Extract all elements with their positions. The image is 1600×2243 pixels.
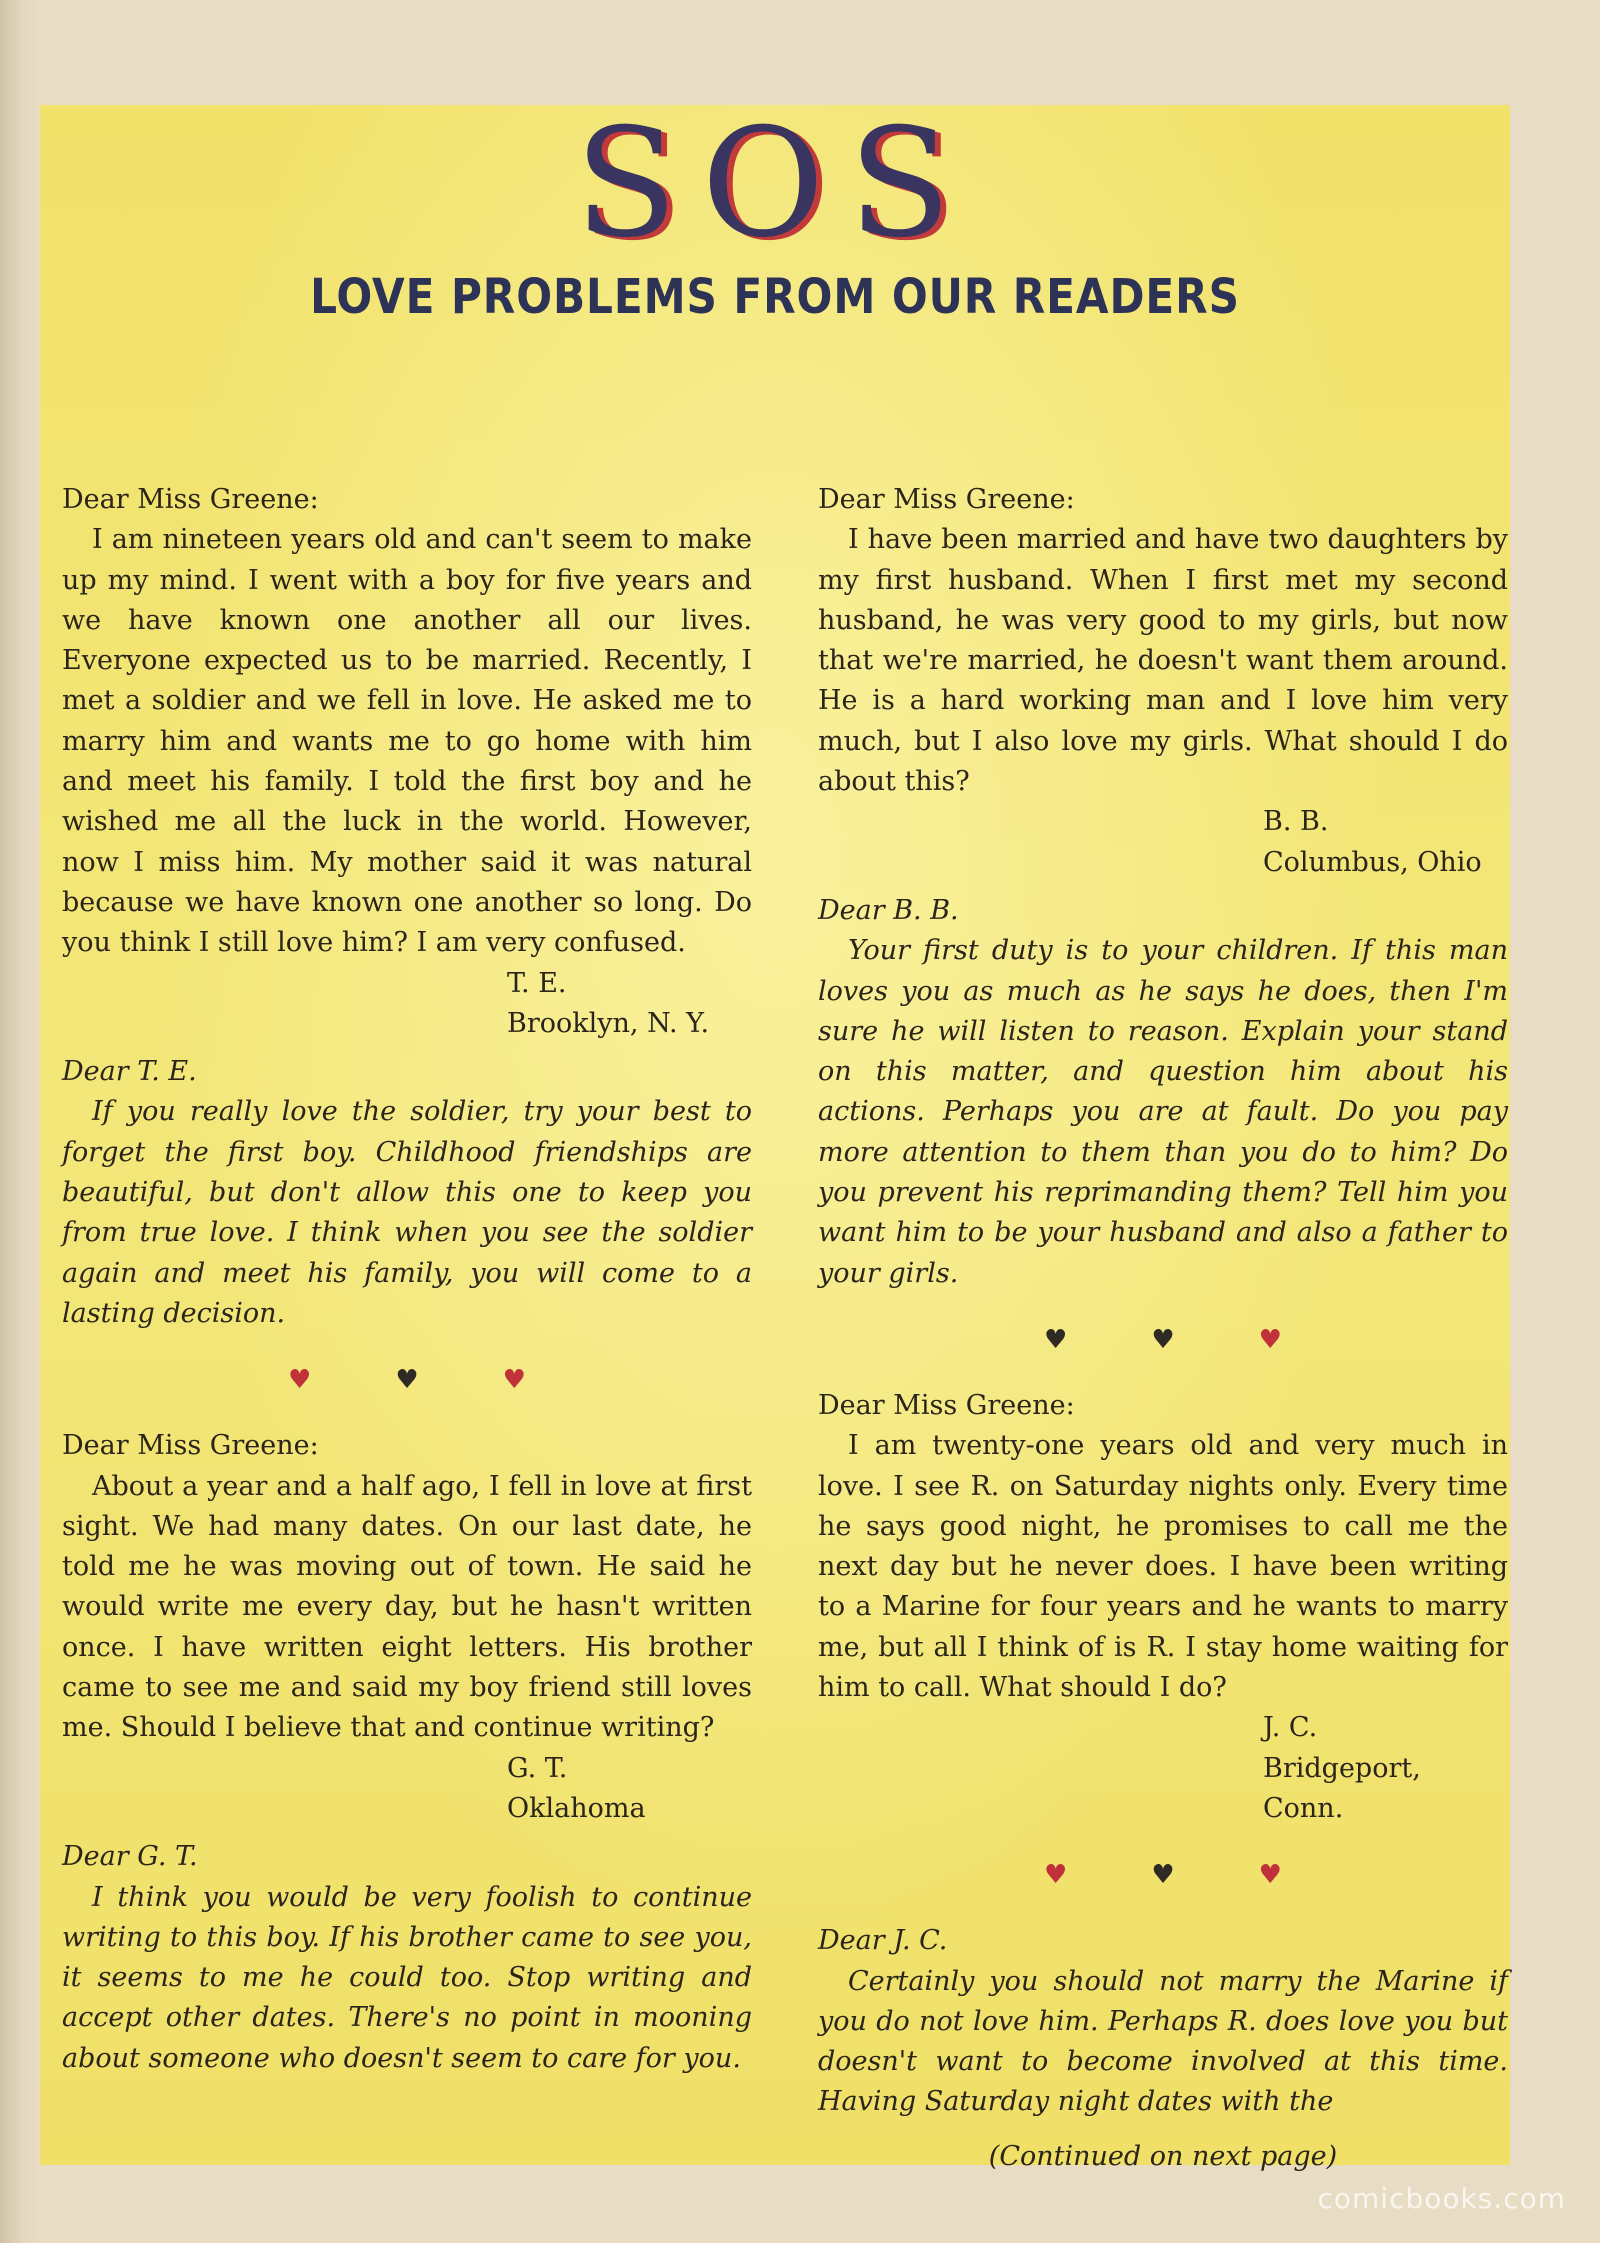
heart-divider bbox=[818, 1855, 1508, 1895]
left-column bbox=[62, 480, 752, 2079]
reply-salutation: Dear J. C. bbox=[818, 1925, 948, 1957]
heart-divider bbox=[62, 1360, 752, 1400]
page-subtitle: LOVE PROBLEMS FROM OUR READERS bbox=[310, 269, 1240, 325]
reply-body: Your first duty is to your children. If this man loves you as much as he says he does, then I'm sure he will listen to reason. Explain your stand on this matter, and question him about his actions. Perhaps you are at fault. Do you pay more attention to them than you do to him? Do you prevent his reprimanding them? Tell him you want him to be your husband and also a father to your girls. bbox=[818, 935, 1508, 1289]
letter-body: I have been married and have two daughters by my first husband. When I first met my second husband, he was very good to my girls, but now that we're married, he doesn't want them around. He is a hard working man and I love him very much, but I also love my girls. What should I do about this? bbox=[818, 524, 1508, 798]
masthead bbox=[40, 97, 1510, 325]
heart-icon: ♥ bbox=[395, 1365, 419, 1396]
letter-body: I am nineteen years old and can't seem to make up my mind. I went with a boy for five years and we have known one another all our lives. Everyone expected us to be married. Recently, I met a soldier and we fell in love. He asked me to marry him and wants me to go home with him and meet his family. I told the first boy and he wished me all the luck in the world. However, now I miss him. My mother said it was natural because we have known one another so long. Do you think I still love him? I am very confused. bbox=[62, 524, 752, 959]
heart-icon: ♥ bbox=[1044, 1860, 1068, 1891]
heart-icon: ♥ bbox=[1258, 1860, 1282, 1891]
magazine-page bbox=[40, 97, 1510, 2172]
letter-location: Columbus, Ohio bbox=[1263, 846, 1482, 878]
reply-salutation: Dear T. E. bbox=[62, 1056, 197, 1088]
heart-icon: ♥ bbox=[502, 1365, 526, 1396]
reply-salutation: Dear B. B. bbox=[818, 894, 959, 926]
letter-initials: J. C. bbox=[1263, 1712, 1318, 1744]
letter-location: Oklahoma bbox=[507, 1792, 646, 1824]
paper-edge bbox=[0, 0, 40, 2243]
heart-icon: ♥ bbox=[1044, 1324, 1068, 1355]
heart-icon: ♥ bbox=[1258, 1324, 1282, 1355]
letter-initials: T. E. bbox=[507, 967, 567, 999]
letter-salutation: Dear Miss Greene: bbox=[62, 484, 319, 515]
page-title: SOS bbox=[574, 97, 976, 271]
reply-body: Certainly you should not marry the Marine if you do not love him. Perhaps R. does love you but doesn't want to become involved at this time. Having Saturday night dates with the bbox=[818, 1965, 1508, 2118]
letter-salutation: Dear Miss Greene: bbox=[62, 1430, 319, 1462]
letter-salutation: Dear Miss Greene: bbox=[818, 1389, 1075, 1421]
reply-body: I think you would be very foolish to continue writing to this boy. If his brother came to see you, it seems to me he could too. Stop writing and accept other dates. There's no point in mooning about someone who doesn't seem to care for you. bbox=[62, 1881, 752, 2074]
letter-initials: B. B. bbox=[1263, 806, 1329, 838]
letter-location: Bridgeport, Conn. bbox=[1263, 1752, 1421, 1824]
right-column bbox=[818, 480, 1508, 2177]
letter-salutation: Dear Miss Greene: bbox=[818, 484, 1075, 515]
heart-divider bbox=[818, 1320, 1508, 1360]
letter-location: Brooklyn, N. Y. bbox=[507, 1007, 710, 1039]
continued-note: (Continued on next page) bbox=[988, 2140, 1338, 2172]
site-watermark: comicbooks.com bbox=[1317, 2182, 1566, 2215]
heart-icon: ♥ bbox=[1151, 1324, 1175, 1355]
reply-body: If you really love the soldier, try your best to forget the first boy. Childhood friendships are beautiful, but don't allow this one to keep you from true love. I think when you see the soldier again and meet his family, you will come to a lasting decision. bbox=[62, 1096, 752, 1329]
letter-body: I am twenty-one years old and very much in love. I see R. on Saturday nights only. Every time he says good night, he promises to call me the next day but he never does. I have been writing to a Marine for four years and he wants to marry me, but all I think of is R. I stay home waiting for him to call. What should I do? bbox=[818, 1430, 1508, 1704]
letter-body: About a year and a half ago, I fell in love at first sight. We had many dates. On our last date, he told me he was moving out of town. He said he would write me every day, but he hasn't written once. I have written eight letters. His brother came to see me and said my boy friend still loves me. Should I believe that and continue writing? bbox=[62, 1470, 752, 1744]
heart-icon: ♥ bbox=[1151, 1860, 1175, 1891]
reply-salutation: Dear G. T. bbox=[62, 1841, 198, 1873]
heart-icon: ♥ bbox=[288, 1365, 312, 1396]
letter-initials: G. T. bbox=[507, 1752, 568, 1784]
